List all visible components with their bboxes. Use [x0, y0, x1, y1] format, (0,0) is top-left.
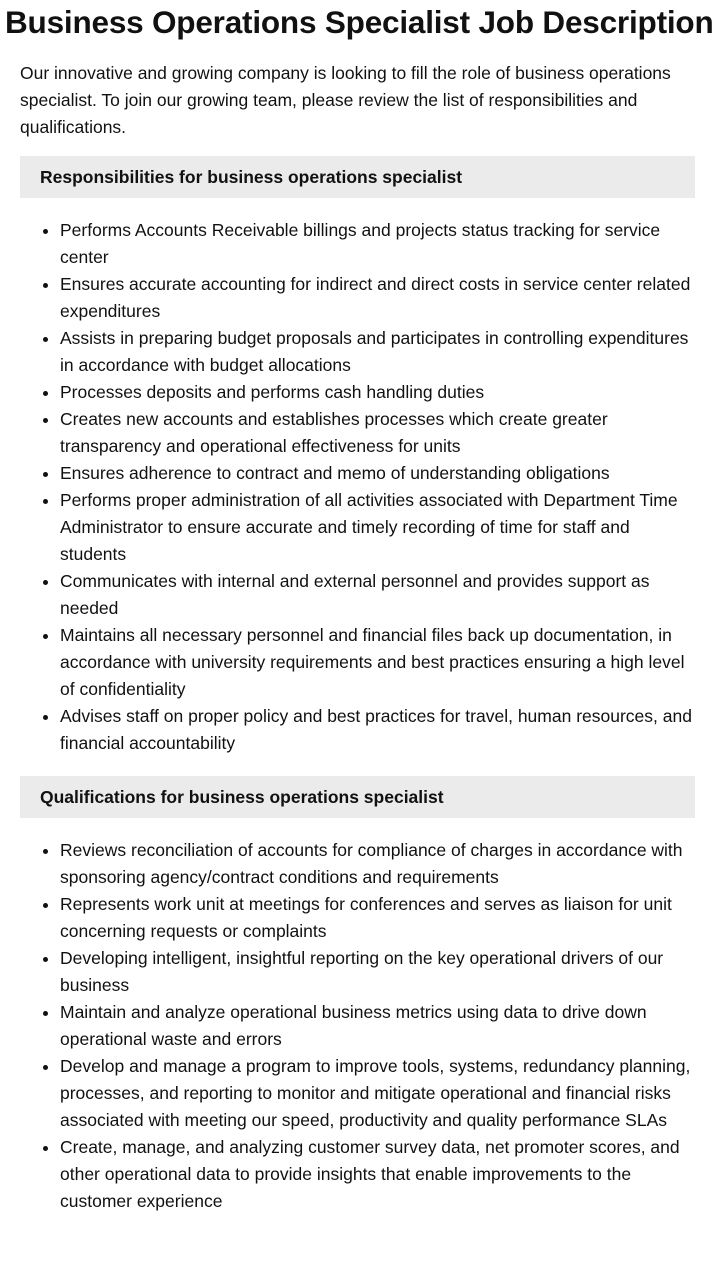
list-item: • Developing intelligent, insightful reporting on the key operational drivers of our business	[60, 945, 700, 999]
list-item: • Reviews reconciliation of accounts for compliance of charges in accordance with sponsoring agency/contract conditions and requirements	[60, 837, 700, 891]
qualifications-heading: Qualifications for business operations specialist	[20, 776, 695, 818]
list-item: • Maintain and analyze operational business metrics using data to drive down operational waste and errors	[60, 999, 700, 1053]
list-item: • Maintains all necessary personnel and financial files back up documentation, in accordance with university requirements and best practices ensuring a high level of confidentiality	[60, 622, 700, 703]
list-item: • Ensures accurate accounting for indirect and direct costs in service center related expenditures	[60, 271, 700, 325]
list-item: • Develop and manage a program to improve tools, systems, redundancy planning, processes, and reporting to monitor and mitigate operational and financial risks associated with meeting our speed, productivity and quality performance SLAs	[60, 1053, 700, 1134]
responsibilities-heading: Responsibilities for business operations specialist	[20, 156, 695, 198]
list-item: • Represents work unit at meetings for conferences and serves as liaison for unit concerning requests or complaints	[60, 891, 700, 945]
list-item: • Creates new accounts and establishes processes which create greater transparency and operational effectiveness for units	[60, 406, 700, 460]
list-item: • Ensures adherence to contract and memo of understanding obligations	[60, 460, 700, 487]
page-title: Business Operations Specialist Job Description	[5, 4, 714, 40]
list-item: • Processes deposits and performs cash handling duties	[60, 379, 700, 406]
responsibilities-list	[20, 217, 700, 757]
list-item: • Performs proper administration of all activities associated with Department Time Administrator to ensure accurate and timely recording of time for staff and students	[60, 487, 700, 568]
qualifications-list	[20, 837, 700, 1215]
list-item: • Communicates with internal and external personnel and provides support as needed	[60, 568, 700, 622]
list-item: • Advises staff on proper policy and best practices for travel, human resources, and financial accountability	[60, 703, 700, 757]
list-item: • Create, manage, and analyzing customer survey data, net promoter scores, and other operational data to provide insights that enable improvements to the customer experience	[60, 1134, 700, 1215]
list-item: • Performs Accounts Receivable billings and projects status tracking for service center	[60, 217, 700, 271]
list-item: • Assists in preparing budget proposals and participates in controlling expenditures in accordance with budget allocations	[60, 325, 700, 379]
intro-paragraph: Our innovative and growing company is looking to fill the role of business operations specialist. To join our growing team, please review the list of responsibilities and qualifications.	[20, 63, 671, 137]
